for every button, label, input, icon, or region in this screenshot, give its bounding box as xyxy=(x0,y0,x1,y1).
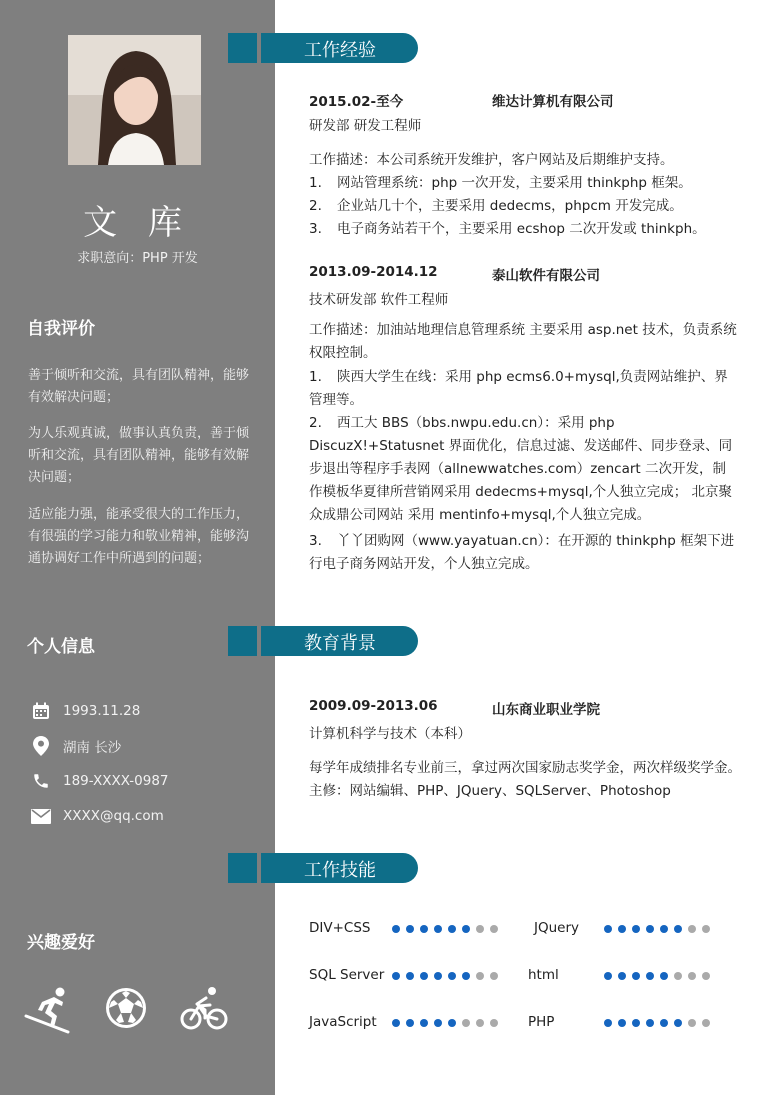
phone-text: 189-XXXX-0987 xyxy=(63,773,169,789)
skill-dot-filled xyxy=(674,1019,682,1027)
skill-level xyxy=(392,1019,498,1029)
phone-icon xyxy=(30,770,52,792)
skill-dot-empty xyxy=(702,1019,710,1027)
edu-period: 2009.09-2013.06 xyxy=(309,698,438,714)
job-item: 2. 企业站几十个，主要采用 dedecms，phpcm 开发完成。 xyxy=(309,198,683,214)
skill-dot-empty xyxy=(462,1019,470,1027)
edu-honors: 每学年成绩排名专业前三，拿过两次国家励志奖学金，两次样级奖学金。 xyxy=(309,760,741,776)
job-period: 2015.02-至今 xyxy=(309,94,404,110)
skill-name: html xyxy=(528,967,559,983)
location-icon xyxy=(30,735,52,757)
self-eval-paragraph: 善于倾听和交流，具有团队精神，能够有效解决问题； xyxy=(28,368,250,405)
cycling-icon xyxy=(180,986,228,1034)
skill-dot-filled xyxy=(462,972,470,980)
candidate-name: 文 库 xyxy=(83,203,192,243)
birthday-row xyxy=(30,700,140,722)
edu-courses: 主修：网站编辑、PHP、JQuery、SQLServer、Photoshop xyxy=(309,783,671,799)
skill-dot-filled xyxy=(406,972,414,980)
job-desc: 工作描述：本公司系统开发维护，客户网站及后期维护支持。 xyxy=(309,152,674,168)
skill-dot-empty xyxy=(688,925,696,933)
skill-dot-filled xyxy=(674,925,682,933)
skill-dot-filled xyxy=(392,1019,400,1027)
skill-name: PHP xyxy=(528,1014,555,1030)
skill-dot-filled xyxy=(448,972,456,980)
self-eval-paragraph: 为人乐观真诚，做事认真负责，善于倾听和交流，具有团队精神，能够有效解决问题； xyxy=(28,426,250,485)
skill-dot-empty xyxy=(702,972,710,980)
skill-dot-filled xyxy=(646,972,654,980)
job-item: 2. 西工大 BBS（bbs.nwpu.edu.cn）：采用 php DiscuzX!+Statusnet 界面优化，信息过滤、发送邮件、同步登录、同步退出等程序手表网（allnewwatches.com）zencart 二次开发，制作模板华夏律所营销网采用 dedecms+mysql,个人独立完成； 北京聚众成鼎公司网站 采用 mentinfo+mysql,个人独立完成。 xyxy=(309,415,733,523)
skills-section-title: 工作技能 xyxy=(304,860,376,881)
location-row xyxy=(30,735,121,757)
skiing-icon xyxy=(24,986,72,1034)
skill-dot-filled xyxy=(406,1019,414,1027)
job-item: 1. 网站管理系统：php 一次开发，主要采用 thinkphp 框架。 xyxy=(309,175,692,191)
skill-dot-empty xyxy=(490,972,498,980)
sidebar xyxy=(0,0,275,1095)
work-section-title: 工作经验 xyxy=(304,40,376,61)
job-item: 1. 陕西大学生在线：采用 php ecms6.0+mysql,负责网站维护、界管理等。 xyxy=(309,369,728,408)
mail-icon xyxy=(30,805,52,827)
skill-dot-filled xyxy=(618,972,626,980)
skill-dot-filled xyxy=(406,925,414,933)
skill-level xyxy=(392,972,498,982)
skill-dot-filled xyxy=(618,925,626,933)
skill-name: SQL Server xyxy=(309,967,385,983)
email-row xyxy=(30,805,164,827)
edu-major: 计算机科学与技术（本科） xyxy=(309,726,471,742)
skill-dot-empty xyxy=(688,972,696,980)
skill-dot-filled xyxy=(604,972,612,980)
skill-level xyxy=(604,925,710,935)
job-role: 研发部 研发工程师 xyxy=(309,118,422,134)
skill-dot-empty xyxy=(476,925,484,933)
birthday-text: 1993.11.28 xyxy=(63,703,141,719)
soccer-icon xyxy=(104,986,152,1034)
profile-photo xyxy=(68,35,201,165)
skill-dot-filled xyxy=(646,1019,654,1027)
location-text: 湖南 长沙 xyxy=(63,740,122,756)
personal-info-heading: 个人信息 xyxy=(27,637,95,657)
skill-dot-empty xyxy=(688,1019,696,1027)
skill-level xyxy=(604,972,710,982)
skill-dot-filled xyxy=(632,1019,640,1027)
email-text: XXXX@qq.com xyxy=(63,808,164,824)
self-eval-heading: 自我评价 xyxy=(27,319,95,339)
skill-dot-filled xyxy=(420,925,428,933)
job-desc: 工作描述：加油站地理信息管理系统 主要采用 asp.net 技术，负责系统权限控制。 xyxy=(309,322,737,361)
phone-row xyxy=(30,770,169,792)
job-company: 泰山软件有限公司 xyxy=(492,268,600,284)
skill-dot-empty xyxy=(476,972,484,980)
skill-dot-empty xyxy=(490,925,498,933)
skill-dot-filled xyxy=(420,972,428,980)
skill-dot-filled xyxy=(618,1019,626,1027)
skill-dot-filled xyxy=(660,925,668,933)
skill-dot-filled xyxy=(420,1019,428,1027)
hobbies-heading: 兴趣爱好 xyxy=(27,933,95,953)
job-intent: 求职意向：PHP 开发 xyxy=(77,251,198,266)
skill-dot-filled xyxy=(462,925,470,933)
education-section-title: 教育背景 xyxy=(304,633,376,654)
skill-dot-filled xyxy=(434,1019,442,1027)
skill-name: JQuery xyxy=(534,920,580,936)
skill-dot-filled xyxy=(448,925,456,933)
skill-dot-empty xyxy=(702,925,710,933)
skill-dot-filled xyxy=(434,925,442,933)
skill-dot-filled xyxy=(448,1019,456,1027)
skill-dot-filled xyxy=(632,925,640,933)
skill-dot-filled xyxy=(392,972,400,980)
skill-name: DIV+CSS xyxy=(309,920,371,936)
skill-level xyxy=(392,925,498,935)
skill-level xyxy=(604,1019,710,1029)
job-period: 2013.09-2014.12 xyxy=(309,264,438,280)
skill-dot-filled xyxy=(392,925,400,933)
job-item: 3. 电子商务站若干个，主要采用 ecshop 二次开发或 thinkph。 xyxy=(309,221,706,237)
self-eval-paragraph: 适应能力强，能承受很大的工作压力，有很强的学习能力和敬业精神，能够沟通协调好工作中所遇到的问题； xyxy=(28,507,250,566)
skill-dot-filled xyxy=(660,972,668,980)
skill-dot-filled xyxy=(632,972,640,980)
skill-dot-filled xyxy=(434,972,442,980)
skill-name: JavaScript xyxy=(309,1014,377,1030)
job-role: 技术研发部 软件工程师 xyxy=(309,292,449,308)
job-item: 3. 丫丫团购网（www.yayatuan.cn）：在开源的 thinkphp 框架下进行电子商务网站开发，个人独立完成。 xyxy=(309,533,735,572)
skill-dot-empty xyxy=(490,1019,498,1027)
skill-dot-filled xyxy=(646,925,654,933)
skill-dot-filled xyxy=(660,1019,668,1027)
skill-dot-filled xyxy=(604,1019,612,1027)
job-company: 维达计算机有限公司 xyxy=(492,94,614,110)
skill-dot-empty xyxy=(674,972,682,980)
skill-dot-filled xyxy=(604,925,612,933)
calendar-icon xyxy=(30,700,52,722)
edu-school: 山东商业职业学院 xyxy=(492,702,600,718)
skill-dot-empty xyxy=(476,1019,484,1027)
